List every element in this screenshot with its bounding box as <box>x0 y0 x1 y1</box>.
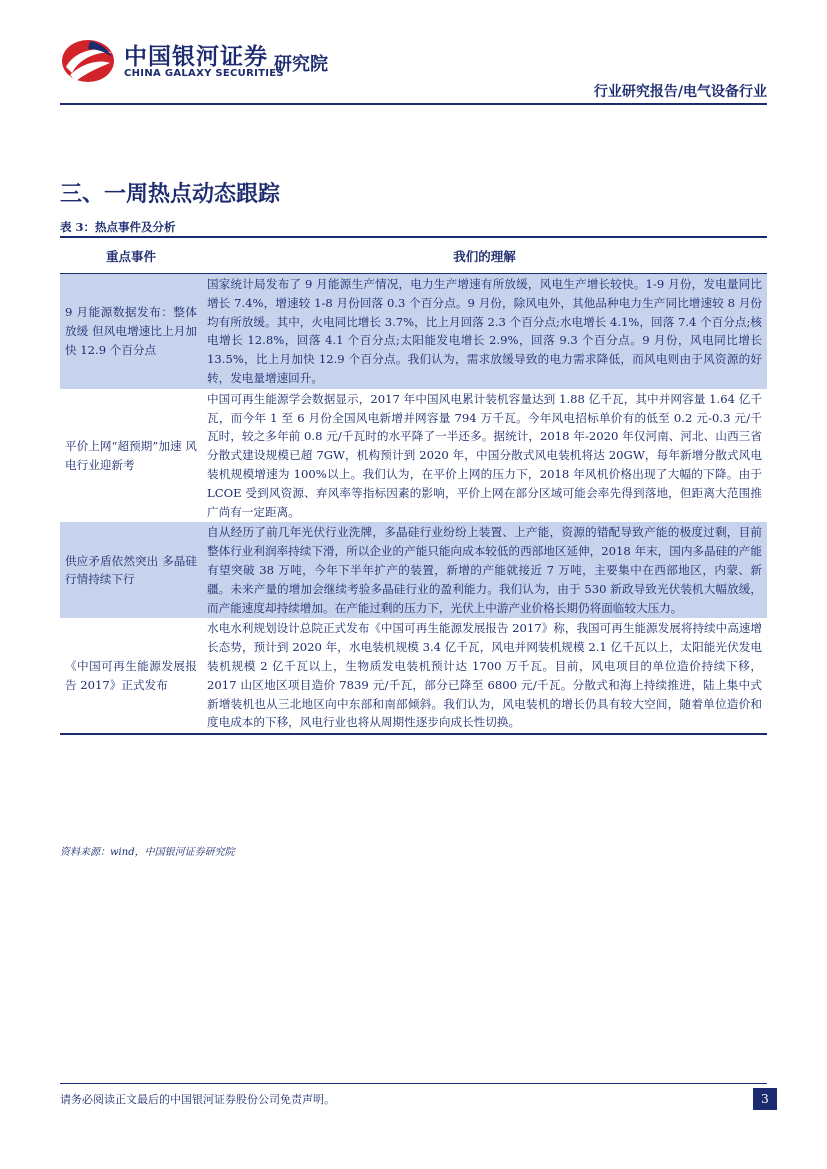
footer-disclaimer: 请务必阅读正文最后的中国银河证券股份公司免责声明。 <box>60 1093 335 1106</box>
brand-name-en: CHINA GALAXY SECURITIES <box>124 68 284 79</box>
header-analysis: 我们的理解 <box>202 237 767 274</box>
header-event: 重点事件 <box>60 237 202 274</box>
event-cell: 《中国可再生能源发展报告 2017》正式发布 <box>60 618 202 734</box>
table-row <box>60 522 767 618</box>
table-row <box>60 274 767 389</box>
analysis-cell: 国家统计局发布了 9 月能源生产情况，电力生产增速有所放缓，风电生产增长较快。1-9 月份，发电量同比增长 7.4%，增速较 1-8 月份回落 0.3 个百分点。9 月份，除风电外，其他品种电力生产同比增速较 8 月份均有所放缓。其中，火电同比增长 3.7%，比上月回落 2.3 个百分点;水电增长 4.1%，回落 7.4 个百分点;核电增长 12.8%，回落 4.1 个百分点;太阳能发电增长 2.9%，回落 9.3 个百分点。9 月份，风电同比增长 13.5%，比上月加快 12.9 个百分点。我们认为，需求放缓导致的电力需求降低，而风电则由于风资源的好转，发电量增速回升。 <box>202 274 767 389</box>
analysis-cell: 中国可再生能源学会数据显示，2017 年中国风电累计装机容量达到 1.88 亿千瓦，其中并网容量 1.64 亿千瓦，而今年 1 至 6 月份全国风电新增并网容量 794 万千瓦。今年风电招标单价有的低至 0.2 元-0.3 元/千瓦时，较之多年前 0.8 元/千瓦时的水平降了一半还多。据统计，2018 年-2020 年仅河南、河北、山西三省分散式建设规模已超 7GW，机构预计到 2020 年，中国分散式风电装机将达 20GW，每年新增分散式风电装机规模增速为 100%以上。我们认为，在平价上网的压力下，2018 年风机价格出现了大幅的下降。由于 LCOE 受到风资源、弃风率等指标因素的影响，平价上网在部分区域可能会率先得到落地，但距离大范围推广尚有一定距离。 <box>207 391 762 519</box>
event-cell: 9 月能源数据发布：整体放缓 但风电增速比上月加快 12.9 个百分点 <box>60 274 202 389</box>
footer-divider <box>60 1083 767 1084</box>
table-row <box>60 389 767 523</box>
section-title: 三、一周热点动态跟踪 <box>60 182 281 207</box>
hot-events-table <box>60 236 767 735</box>
event-cell: 供应矛盾依然突出 多晶硅行情持续下行 <box>60 522 202 618</box>
report-type: 行业研究报告/电气设备行业 <box>593 84 767 100</box>
brand-institute: 研究院 <box>274 54 328 75</box>
event-cell: 平价上网“超预期”加速 风电行业迎新考 <box>65 438 197 472</box>
analysis-cell: 自从经历了前几年光伏行业洗牌，多晶硅行业纷纷上装置、上产能，资源的错配导致产能的极度过剩，目前整体行业利润率持续下滑，所以企业的产能只能向成本较低的西部地区延伸，2018 年末，国内多晶硅的产能有望突破 38 万吨，今年下半年扩产的装置，新增的产能就接近 7 万吨，主要集中在西部地区，内蒙、新疆。未来产量的增加会继续考验多晶硅行业的盈利能力。我们认为，由于 530 新政导致光伏装机大幅放缓，而产能速度却持续增加。在产能过剩的压力下，光伏上中游产业价格长期仍将面临较大压力。 <box>202 522 767 618</box>
table-caption: 表 3：热点事件及分析 <box>60 220 176 234</box>
table-row <box>60 618 767 734</box>
header-divider <box>60 103 767 105</box>
galaxy-logo-icon <box>60 37 116 85</box>
analysis-cell: 水电水利规划设计总院正式发布《中国可再生能源发展报告 2017》称，我国可再生能源发展将持续中高速增长态势，预计到 2020 年，水电装机规模 3.4 亿千瓦，风电并网装机规模 2.1 亿千瓦以上，太阳能光伏发电装机规模 2 亿千瓦以上，生物质发电装机预计达 1700 万千瓦。目前，风电项目的单位造价持续下移，2017 山区地区项目造价 7839 元/千瓦，部分已降至 6800 元/千瓦。分散式和海上持续推进，陆上集中式新增装机也从三北地区向中东部和南部倾斜。我们认为，风电装机的增长仍具有较大空间，随着单位造价和度电成本的下移，风电行业也将从周期性逐步向成长性切换。 <box>202 618 767 734</box>
brand-name-cn: 中国银河证券 <box>124 44 268 70</box>
source-note: 资料来源：wind，中国银河证券研究院 <box>60 847 235 858</box>
page-number: 3 <box>753 1088 777 1110</box>
page-header <box>0 0 827 110</box>
table-header-row <box>60 237 767 274</box>
